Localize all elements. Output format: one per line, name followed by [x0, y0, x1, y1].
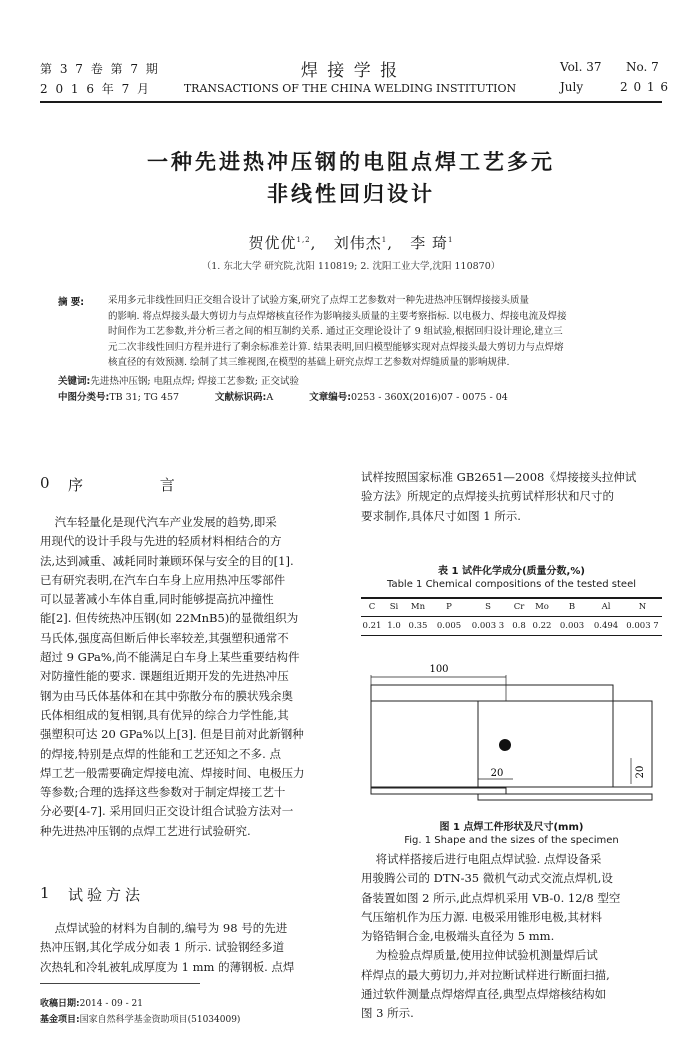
classification-line	[58, 389, 658, 403]
footnote-rule	[40, 983, 200, 984]
table1	[361, 598, 662, 636]
table1-value-cell: 1.0	[387, 621, 401, 631]
section-1-title: 试验方法	[68, 886, 145, 904]
table1-value-cell: 0.21	[362, 621, 382, 631]
table1-header-cell: C	[368, 602, 376, 612]
table1-header-cell: B	[568, 602, 576, 612]
table1-header-cell: Mo	[535, 602, 549, 612]
author-name: 李 琦	[410, 234, 449, 252]
received-date: 收稿日期:2014 - 09 - 21	[40, 999, 143, 1009]
table1-header-row	[361, 598, 662, 617]
keywords-text: 先进热冲压钢; 电阻点焊; 焊接工艺参数; 正交试验	[90, 376, 299, 387]
table1-header-cell: Si	[389, 602, 399, 612]
keywords-label: 关键词:	[58, 376, 91, 387]
keywords-line	[58, 373, 658, 387]
table1-value-cell: 0.8	[512, 621, 526, 631]
author-affil-mark: 1	[448, 236, 454, 244]
volume-en: Vol. 37	[560, 60, 602, 74]
table1-header-cell: P	[446, 602, 452, 612]
side-view-plate-b	[478, 794, 652, 800]
table1-value-cell: 0.003 7	[626, 621, 659, 631]
journal-title-cn: 焊 接 学 报	[300, 61, 400, 81]
abstract-label: 摘 要:	[58, 297, 85, 308]
header-rule	[40, 101, 662, 103]
figure1-caption-en: Fig. 1 Shape and the sizes of the specimen	[404, 835, 619, 846]
dim-width-label: 20	[635, 765, 646, 779]
affiliation: （1. 东北大学 研究院,沈阳 110819; 2. 沈阳工业大学,沈阳 110870）	[201, 261, 501, 272]
author-name: 刘伟杰	[333, 234, 382, 252]
author-list: 贺优优$^{1,2}$, 刘伟杰$^1$, 李 琦$^1$	[248, 234, 454, 252]
author-name: 贺优优	[248, 234, 297, 252]
table1-value-cell: 0.35	[408, 621, 428, 631]
table1-header-cell: N	[638, 602, 647, 612]
doc-code-label: 文献标识码:	[215, 392, 267, 403]
table1-header-cell: Al	[601, 602, 611, 612]
issue-volume: 第 3 7 卷 第 7 期	[40, 62, 160, 76]
section-1-body: 点焊试验的材料为自制的,编号为 98 号的先进 热冲压钢,其化学成分如表 1 所示. 试验钢经多道 次热轧和冷轧被轧成厚度为 1 mm 的薄钢板. 点焊	[40, 921, 295, 974]
side-view-plate-a	[371, 788, 506, 794]
section-0-title: 序 言	[68, 476, 211, 494]
clc-label: 中图分类号:	[58, 392, 110, 403]
article-no-label: 文章编号:	[309, 392, 352, 403]
section-0-number: 0	[40, 474, 62, 492]
weld-spot	[499, 739, 511, 751]
table1-value-row	[361, 617, 662, 636]
article-no-value: 0253 - 360X(2016)07 - 0075 - 04	[351, 392, 508, 403]
section-1-number: 1	[40, 884, 62, 902]
abstract-text: 采用多元非线性回归正交组合设计了试验方案,研究了点焊工艺参数对一种先进热冲压钢焊接接头质量 的影响. 将点焊接头最大剪切力与点焊熔核直径作为影响接头质量的主要考察指标. 以电极力、焊接电流及焊接 时间作为工艺参数,并分析三者之间的相互制约关系. 通过正交理论设计了 9 组试验,根据回归设计理论,建立三 元二次非线性回归方程并进行了剩余标准差计算. 结果表明,回归模型能够实现对点焊接头最大剪切力与点焊熔 核直径的有效预测. 绘制了其三维视图,在模型的基础上研究点焊工艺参数对焊缝质量的影响规律.	[108, 295, 567, 368]
year-en: 2 0 1 6	[620, 80, 669, 94]
specimen-plate-top-edge	[371, 685, 613, 701]
table1-value-cell: 0.005	[436, 621, 462, 631]
table1-value-cell: 0.494	[593, 621, 619, 631]
figure1-caption-cn: 图 1 点焊工件形状及尺寸(mm)	[439, 822, 584, 833]
doc-code-value: A	[266, 392, 274, 403]
fund-info: 基金项目:国家自然科学基金资助项目(51034009)	[40, 1015, 241, 1025]
table1-header-cell: Cr	[513, 602, 525, 612]
table1-value-cell: 0.003 3	[471, 621, 505, 631]
table1-header-cell: Mn	[410, 602, 426, 612]
dim-overlap-label: 20	[490, 768, 504, 779]
author-affil-mark: 1	[381, 236, 388, 244]
table1-caption-en: Table 1 Chemical compositions of the tested steel	[386, 579, 636, 590]
author-affil-mark: 1,2	[296, 236, 311, 244]
dim-length-label: 100	[429, 664, 449, 675]
clc-value: TB 31; TG 457	[109, 392, 180, 403]
paper-title-line1: 一种先进热冲压钢的电阻点焊工艺多元	[147, 150, 555, 174]
table1-caption-cn: 表 1 试件化学成分(质量分数,%)	[438, 566, 585, 577]
section-0-body: 汽车轻量化是现代汽车产业发展的趋势,即采 用现代的设计手段与先进的轻质材料相结合的方 法,达到减重、减耗同时兼顾环保与安全的目的[1]. 已有研究表明,在汽车白车身上应用热冲压零部件 可以显著减小车体自重,同时能够提高抗冲撞性 能[2]. 但传统热冲压钢(如 22MnB5)的显微组织为 马氏体,强度高但断后伸长率较差,其强塑积通常不 超过 9 GPa%,尚不能满足白车身上某些重要结构件 对防撞性能的要求. 课题组近期开发的先进热冲压 钢为由马氏体基体和在其中弥散分布的膜状残余奥 氏体相组成的复相钢,具有优异的综合力学性能,其 强塑积可达 20 GPa%以上[3]. 但是目前对此新钢种 的焊接,特别是点焊的性能和工艺还知之不多. 点 焊工艺一般需要确定焊接电流、焊接时间、电极压力 等参数;合理的选择这些参数对于制定焊接工艺十 分必要[4-7]. 采用回归正交设计组合试验方法对一 种先进热冲压钢的点焊工艺进行试验研究.	[40, 515, 305, 838]
month-en: July	[560, 80, 584, 94]
table1-header-cell: S	[485, 602, 491, 612]
right-top-text: 试样按照国家标准 GB2651—2008《焊接接头拉伸试 验方法》所规定的点焊接头抗剪试样形状和尺寸的 要求制作,具体尺寸如图 1 所示.	[361, 470, 637, 523]
paper-title-line2: 非线性回归设计	[267, 182, 435, 206]
number-en: No. 7	[626, 60, 659, 74]
figure1-drawing	[361, 655, 662, 810]
right-bottom-text: 将试样搭接后进行电阻点焊试验. 点焊设备采 用骏腾公司的 DTN-35 微机气动式交流点焊机,设 备装置如图 2 所示,此点焊机采用 VB-0. 12/8 型空 气压缩机作为压力源. 电极采用锥形电极,其材料 为铬锆铜合金,电极端头直径为 5 mm. 为检验点焊质量,使用拉伸试验机测量焊后试 样焊点的最大剪切力,并对拉断试样进行断面扫描, 通过软件测量点焊熔焊直径,典型点焊熔核结构如 图 3 所示.	[361, 852, 621, 1021]
table1-value-cell: 0.003	[559, 621, 585, 631]
journal-title-en: TRANSACTIONS OF THE CHINA WELDING INSTITUTION	[183, 82, 517, 95]
table1-value-cell: 0.22	[532, 621, 552, 631]
issue-date: 2 0 1 6 年 7 月	[40, 82, 152, 96]
